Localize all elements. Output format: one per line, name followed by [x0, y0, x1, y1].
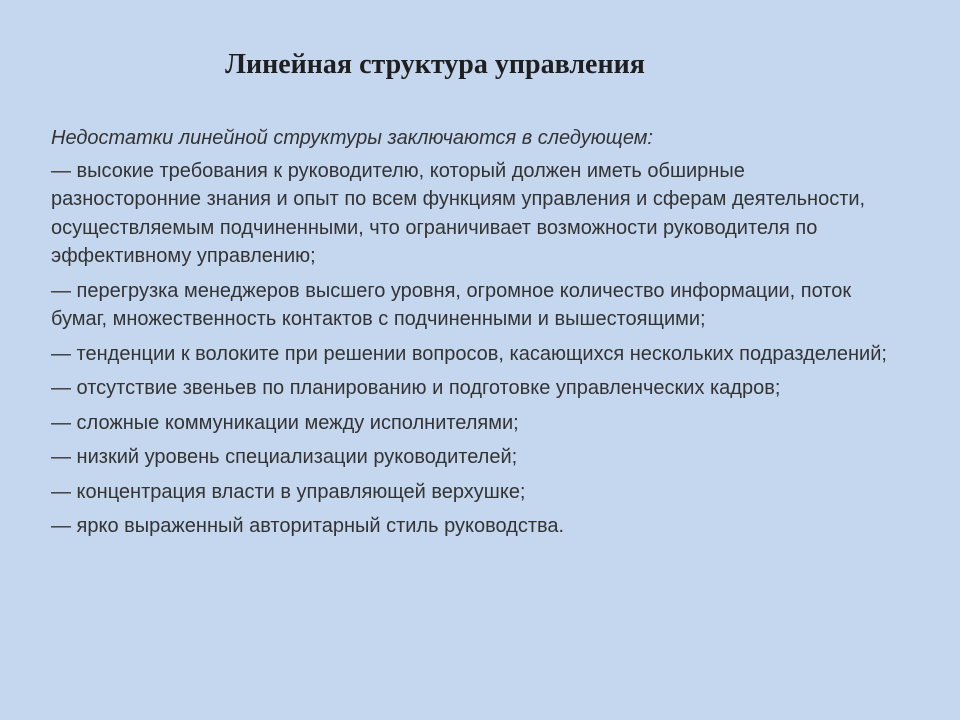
intro-text: Недостатки линейной структуры заключаются в следующем:	[51, 127, 653, 149]
list-item: — ярко выраженный авторитарный стиль руководства.	[51, 515, 565, 537]
list-item: — сложные коммуникации между исполнителями;	[51, 411, 519, 434]
list-item: — отсутствие звеньев по планированию и подготовке управленческих кадров;	[51, 377, 781, 399]
list-item: — перегрузка менеджеров высшего уровня, огромное количество информации, поток бумаг, множественность контактов с подчиненными и вышестоящими;	[51, 279, 852, 330]
slide-title: Линейная структура управления	[225, 49, 645, 80]
disadvantages-list	[51, 157, 891, 541]
list-item: — концентрация власти в управляющей верхушке;	[51, 480, 526, 503]
list-item: — высокие требования к руководителю, который должен иметь обширные разносторонние знания и опыт по всем функциям управления и сферам деятельности, осуществляемым подчиненными, что ограничивает возможности руководителя по эффективному управлению;	[51, 159, 866, 267]
slide-body	[51, 124, 891, 547]
list-item: — низкий уровень специализации руководителей;	[51, 446, 518, 468]
list-item: — тенденции к волоките при решении вопросов, касающихся нескольких подразделений;	[51, 342, 887, 365]
